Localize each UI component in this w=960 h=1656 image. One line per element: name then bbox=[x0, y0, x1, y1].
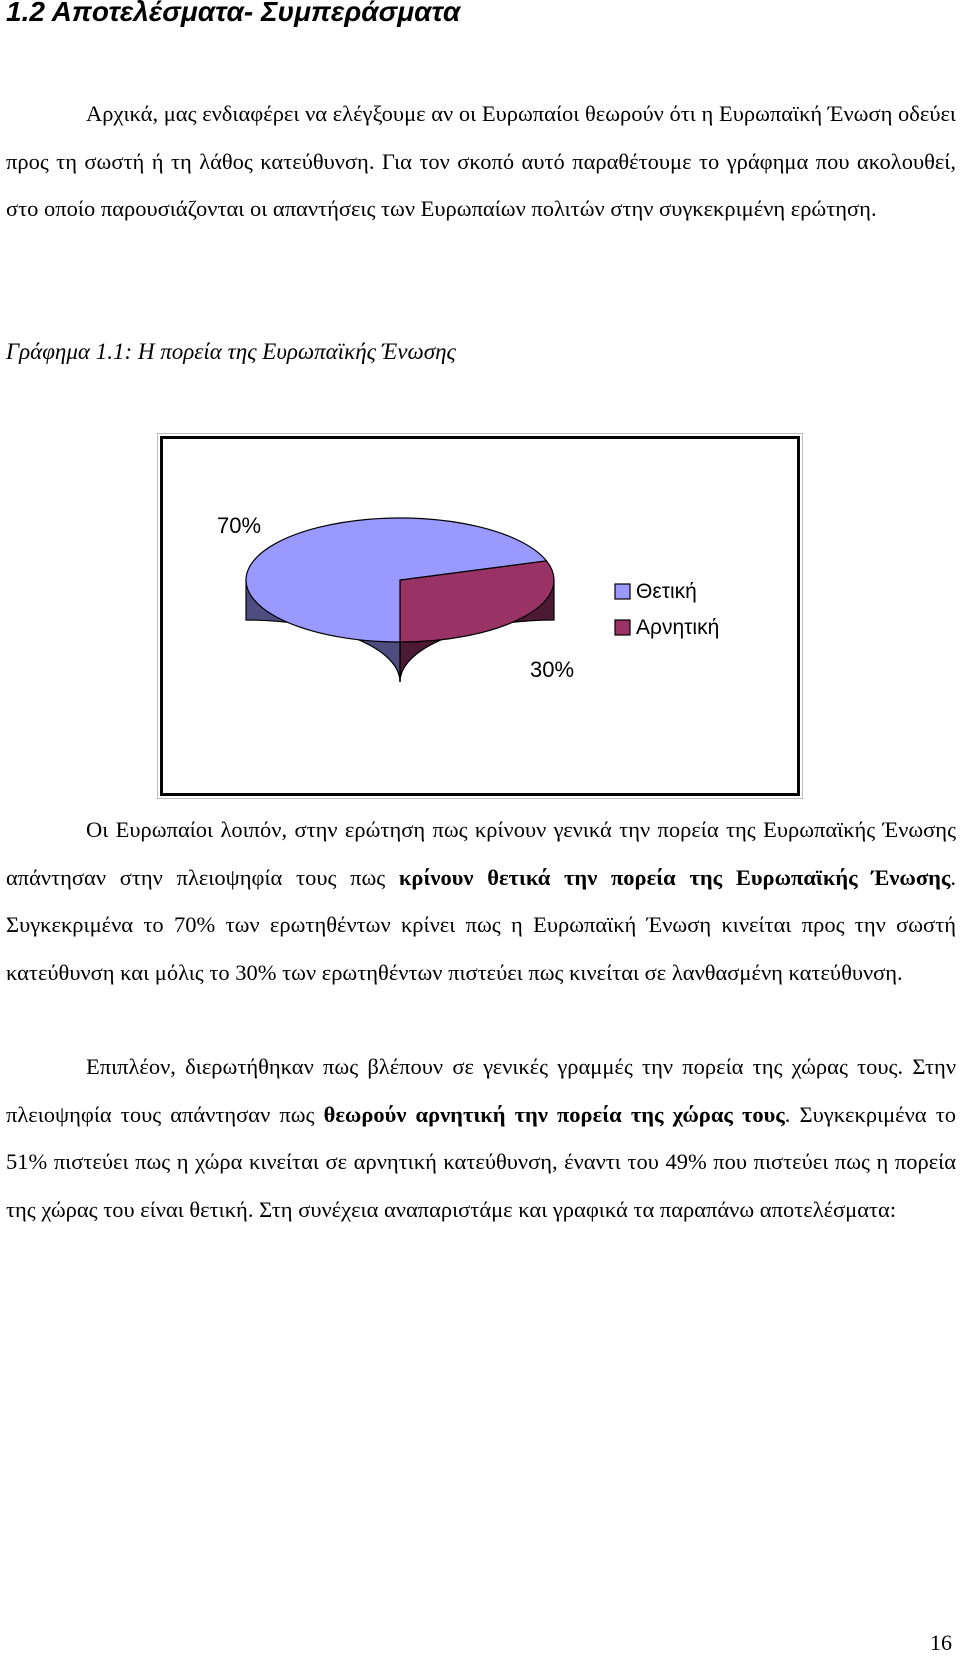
results-paragraph-1-text-a: Οι Ευρωπαίοι λοιπόν, στην ερώτηση πως κρίνουν γενικά την πορεία της Ευρωπαϊκής Ένωσης απάντησαν στην πλειοψηφία τους πως bbox=[6, 817, 956, 890]
intro-paragraph bbox=[6, 90, 956, 233]
results-paragraph-1 bbox=[6, 806, 956, 996]
results-paragraph-2 bbox=[6, 1043, 956, 1233]
intro-paragraph-text: Αρχικά, μας ενδιαφέρει να ελέγξουμε αν οι Ευρωπαίοι θεωρούν ότι η Ευρωπαϊκή Ένωση οδεύει προς τη σωστή ή τη λάθος κατεύθυνση. Για τον σκοπό αυτό παραθέτουμε το γράφημα που ακολουθεί, στο οποίο παρουσιάζονται οι απαντήσεις των Ευρωπαίων πολιτών στην συγκεκριμένη ερώτηση. bbox=[6, 101, 956, 221]
results-paragraph-2-emphasis: θεωρούν αρνητική την πορεία της χώρας τους bbox=[323, 1101, 785, 1127]
page-number: 16 bbox=[930, 1630, 952, 1655]
data-label-thetiki: 70% bbox=[217, 513, 262, 538]
legend-swatch-thetiki bbox=[615, 584, 630, 599]
figure-caption: Γράφημα 1.1: Η πορεία της Ευρωπαϊκής Ένωσης bbox=[6, 339, 456, 364]
legend-swatch-arnitiki bbox=[615, 620, 630, 635]
legend-label-thetiki: Θετική bbox=[636, 580, 697, 603]
legend-label-arnitiki: Αρνητική bbox=[636, 616, 720, 639]
results-paragraph-1-emphasis: κρίνουν θετικά την πορεία της Ευρωπαϊκής Ένωσης bbox=[398, 864, 951, 890]
pie-chart bbox=[160, 436, 800, 796]
results-paragraph-2-text-b: . Συγκεκριμένα το 51% πιστεύει πως η χώρα κινείται σε αρνητική κατεύθυνση, έναντι του 49% που πιστεύει πως η πορεία της χώρας του είναι θετική. Στη συνέχεια αναπαριστάμε και γραφικά τα παραπάνω αποτελέσματα: bbox=[6, 1101, 956, 1222]
data-label-arnitiki: 30% bbox=[530, 657, 575, 682]
section-heading: 1.2 Αποτελέσματα- Συμπεράσματα bbox=[6, 0, 461, 27]
results-paragraph-2-text-a: Επιπλέον, διερωτήθηκαν πως βλέπουν σε γενικές γραμμές την πορεία της χώρας τους. Στην πλειοψηφία τους απάντησαν πως bbox=[6, 1054, 956, 1127]
results-paragraph-1-text-b: . Συγκεκριμένα το 70% των ερωτηθέντων κρίνει πως η Ευρωπαϊκή Ένωση κινείται προς την σωστή κατεύθυνση και μόλις το 30% των ερωτηθέντων πιστεύει πως κινείται σε λανθασμένη κατεύθυνση. bbox=[6, 864, 956, 985]
